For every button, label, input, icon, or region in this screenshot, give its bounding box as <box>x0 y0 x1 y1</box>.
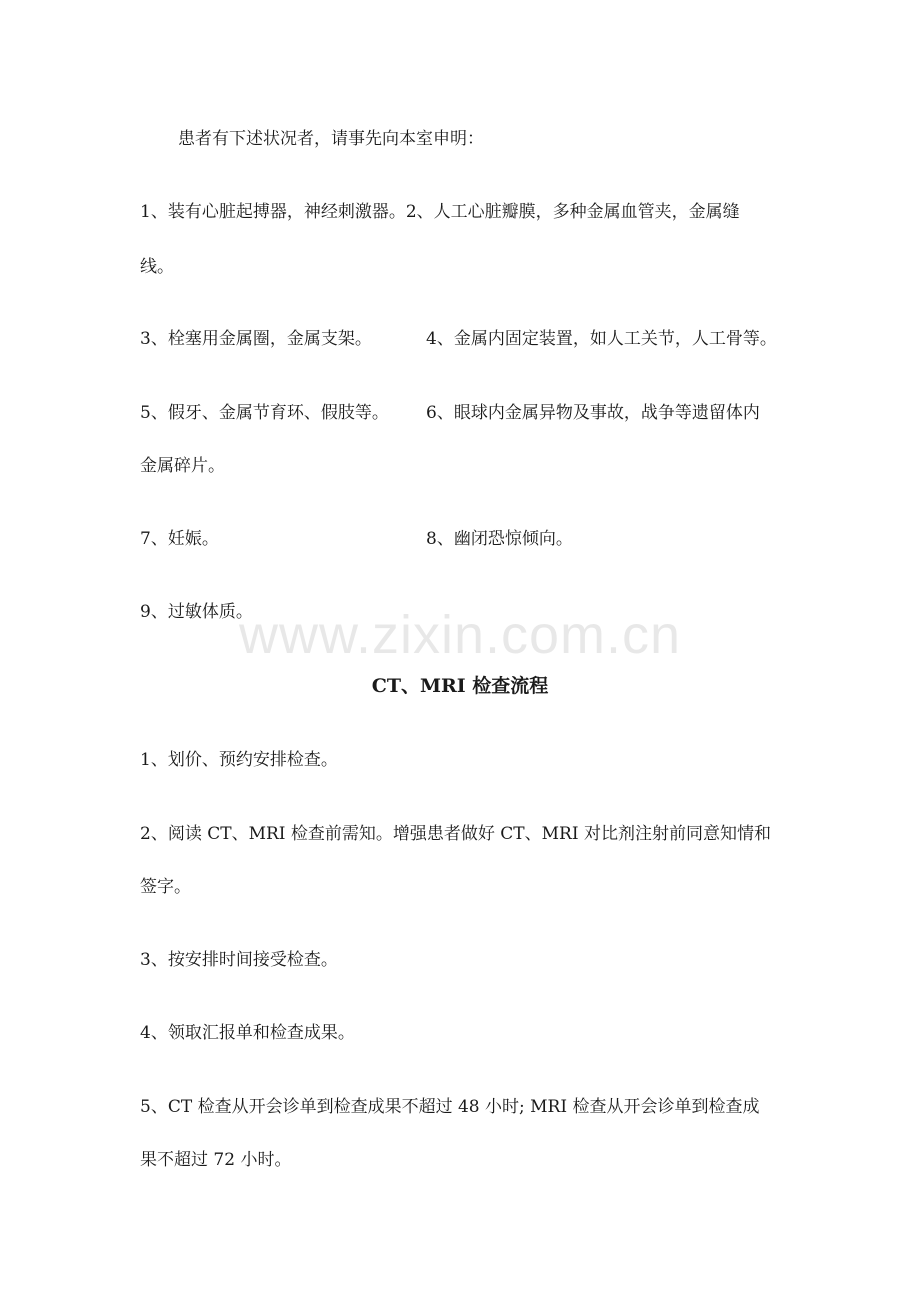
process-title: CT、MRI 检查流程 <box>371 675 549 697</box>
notice-item-1-2: 1、装有心脏起搏器，神经刺激器。2、人工心脏瓣膜，多种金属血管夹，金属缝 <box>140 202 740 222</box>
process-step-3: 3、按安排时间接受检查。 <box>140 950 338 970</box>
notice-item-8: 8、幽闭恐惊倾向。 <box>426 529 573 549</box>
process-step-1: 1、划价、预约安排检查。 <box>140 750 338 770</box>
notice-item-6-continuation: 金属碎片。 <box>140 456 225 476</box>
notice-item-3: 3、栓塞用金属圈，金属支架。 <box>140 329 372 349</box>
process-step-5: 5、CT 检查从开会诊单到检查成果不超过 48 小时; MRI 检查从开会诊单到检查成 <box>140 1097 760 1117</box>
notice-intro: 患者有下述状况者，请事先向本室申明： <box>178 129 484 149</box>
process-step-4: 4、领取汇报单和检查成果。 <box>140 1023 355 1043</box>
notice-item-2-continuation: 线。 <box>140 257 174 277</box>
watermark: www.zixin.com.cn <box>238 605 682 665</box>
notice-item-6: 6、眼球内金属异物及事故，战争等遗留体内 <box>426 403 760 423</box>
notice-item-7: 7、妊娠。 <box>140 529 219 549</box>
notice-item-5: 5、假牙、金属节育环、假肢等。 <box>140 403 389 423</box>
notice-item-9: 9、过敏体质。 <box>140 602 253 622</box>
notice-item-4: 4、金属内固定装置，如人工关节，人工骨等。 <box>426 329 777 349</box>
process-step-2-continuation: 签字。 <box>140 877 191 897</box>
process-step-2: 2、阅读 CT、MRI 检查前需知。增强患者做好 CT、MRI 对比剂注射前同意知情和 <box>140 824 771 844</box>
process-step-5-continuation: 果不超过 72 小时。 <box>140 1150 292 1170</box>
